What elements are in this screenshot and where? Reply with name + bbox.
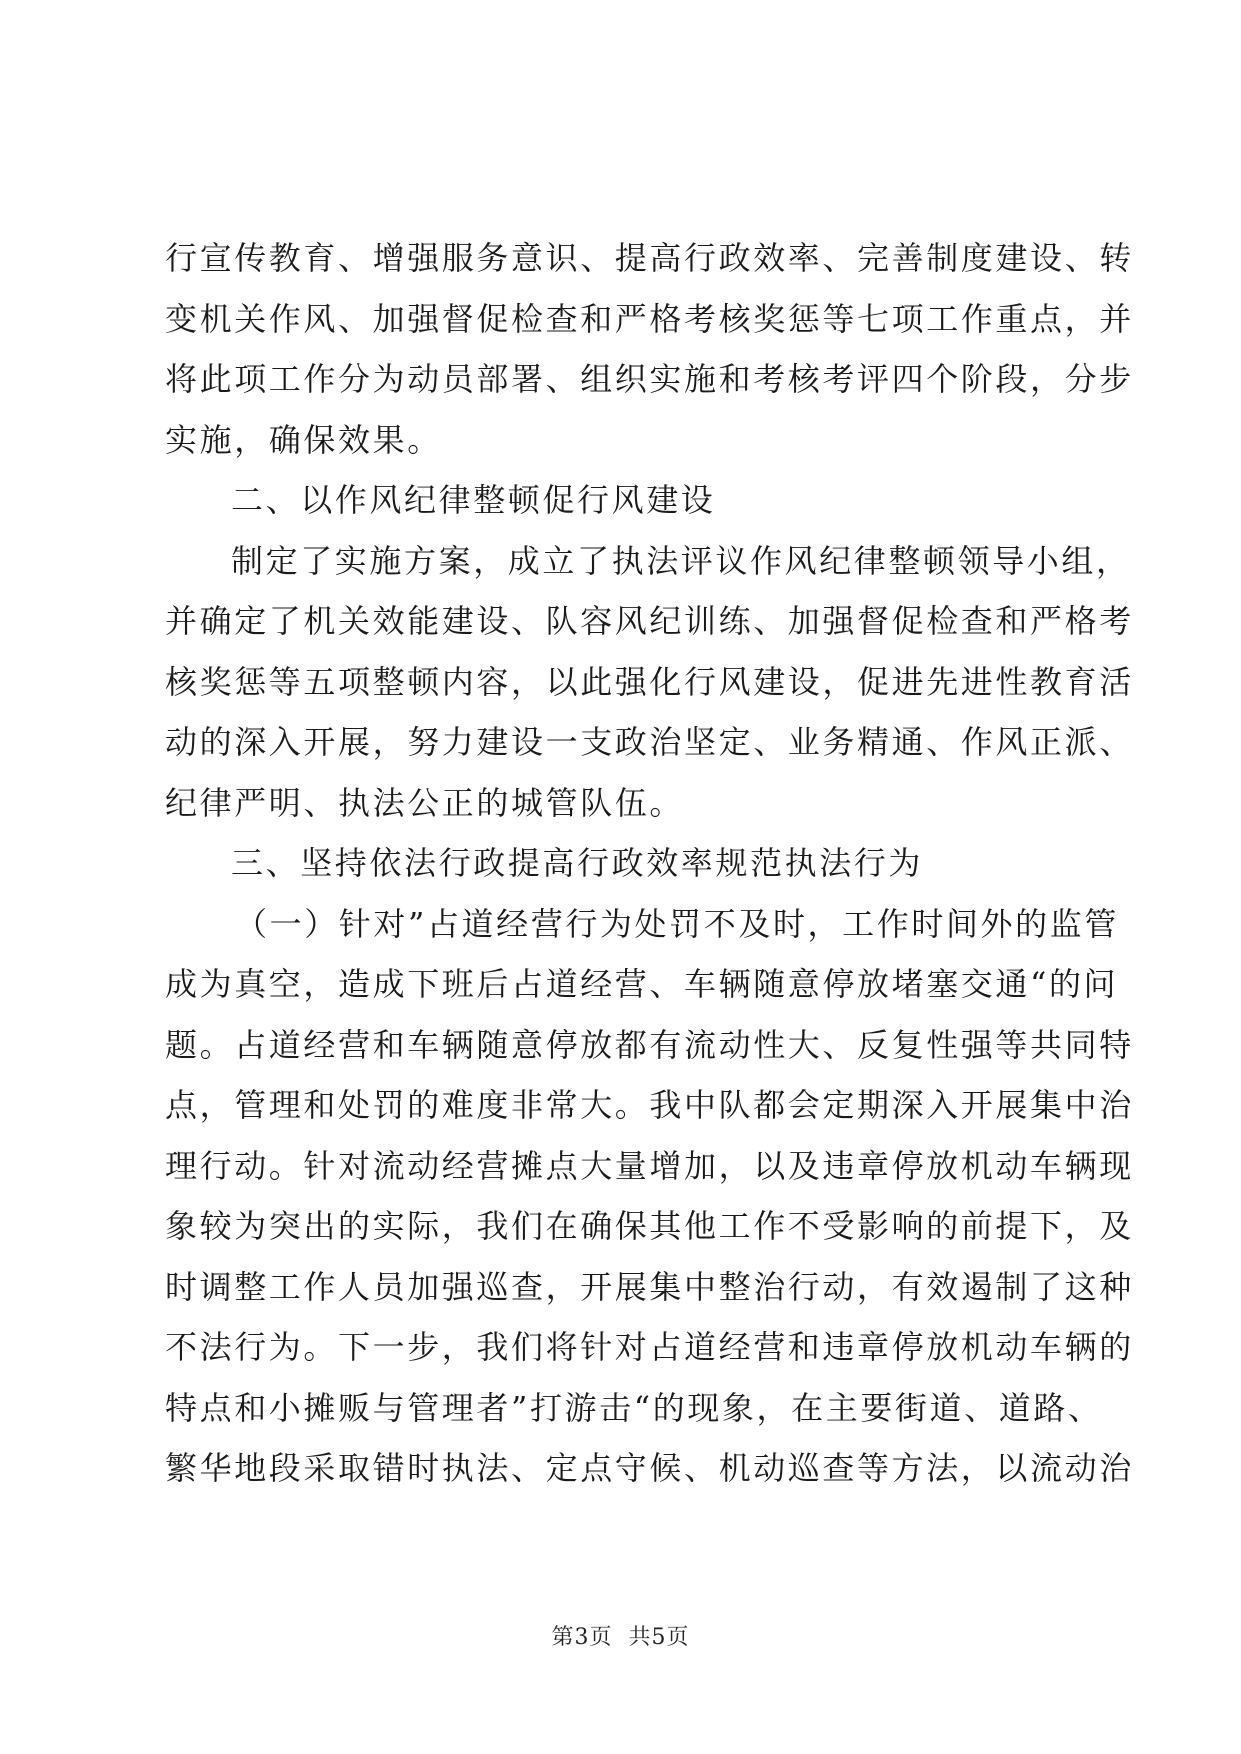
text-line: 成为真空，造成下班后占道经营、车辆随意停放堵塞交通“的问: [165, 965, 1119, 1003]
text-line: 行宣传教育、增强服务意识、提高行政效率、完善制度建设、转: [165, 239, 1134, 277]
text-line: 实施，确保效果。: [165, 420, 442, 459]
section-heading: 三、坚持依法行政提高行政效率规范执法行为: [231, 844, 924, 882]
text-line: 将此项工作分为动员部署、组织实施和考核考评四个阶段，分步: [165, 360, 1134, 398]
text-line: 点，管理和处罚的难度非常大。我中队都会定期深入开展集中治: [165, 1086, 1134, 1124]
page-number: 第3页 共5页: [551, 1625, 690, 1650]
text-line: 纪律严明、执法公正的城管队伍。: [165, 783, 685, 822]
page-footer: [0, 1620, 1241, 1651]
subsection-line: （一）针对”占道经营行为处罚不及时，工作时间外的监管: [235, 904, 1119, 943]
text-line: 动的深入开展，努力建设一支政治坚定、业务精通、作风正派、: [165, 723, 1134, 761]
text-line: 不法行为。下一步，我们将针对占道经营和违章停放机动车辆的: [165, 1328, 1134, 1366]
text-line: 时调整工作人员加强巡查，开展集中整治行动，有效遏制了这种: [165, 1267, 1134, 1306]
text-line: 特点和小摊贩与管理者”打游击“的现象，在主要街道、道路、: [165, 1388, 1103, 1427]
text-line: 象较为突出的实际，我们在确保其他工作不受影响的前提下，及: [165, 1207, 1134, 1245]
text-line: 核奖惩等五项整顿内容，以此强化行风建设，促进先进性教育活: [165, 662, 1134, 701]
text-line: 题。占道经营和车辆随意停放都有流动性大、反复性强等共同特: [165, 1025, 1134, 1064]
text-line: 理行动。针对流动经营摊点大量增加，以及违章停放机动车辆现: [165, 1146, 1134, 1185]
document-body: [165, 228, 1134, 1499]
text-line: 制定了实施方案，成立了执法评议作风纪律整顿领导小组，: [231, 541, 1131, 580]
text-line: 繁华地段采取错时执法、定点守候、机动巡查等方法，以流动治: [165, 1449, 1134, 1487]
text-line: 变机关作风、加强督促检查和严格考核奖惩等七项工作重点，并: [165, 299, 1134, 338]
section-heading: 二、以作风纪律整顿促行风建设: [231, 481, 716, 519]
text-line: 并确定了机关效能建设、队容风纪训练、加强督促检查和严格考: [165, 602, 1134, 640]
